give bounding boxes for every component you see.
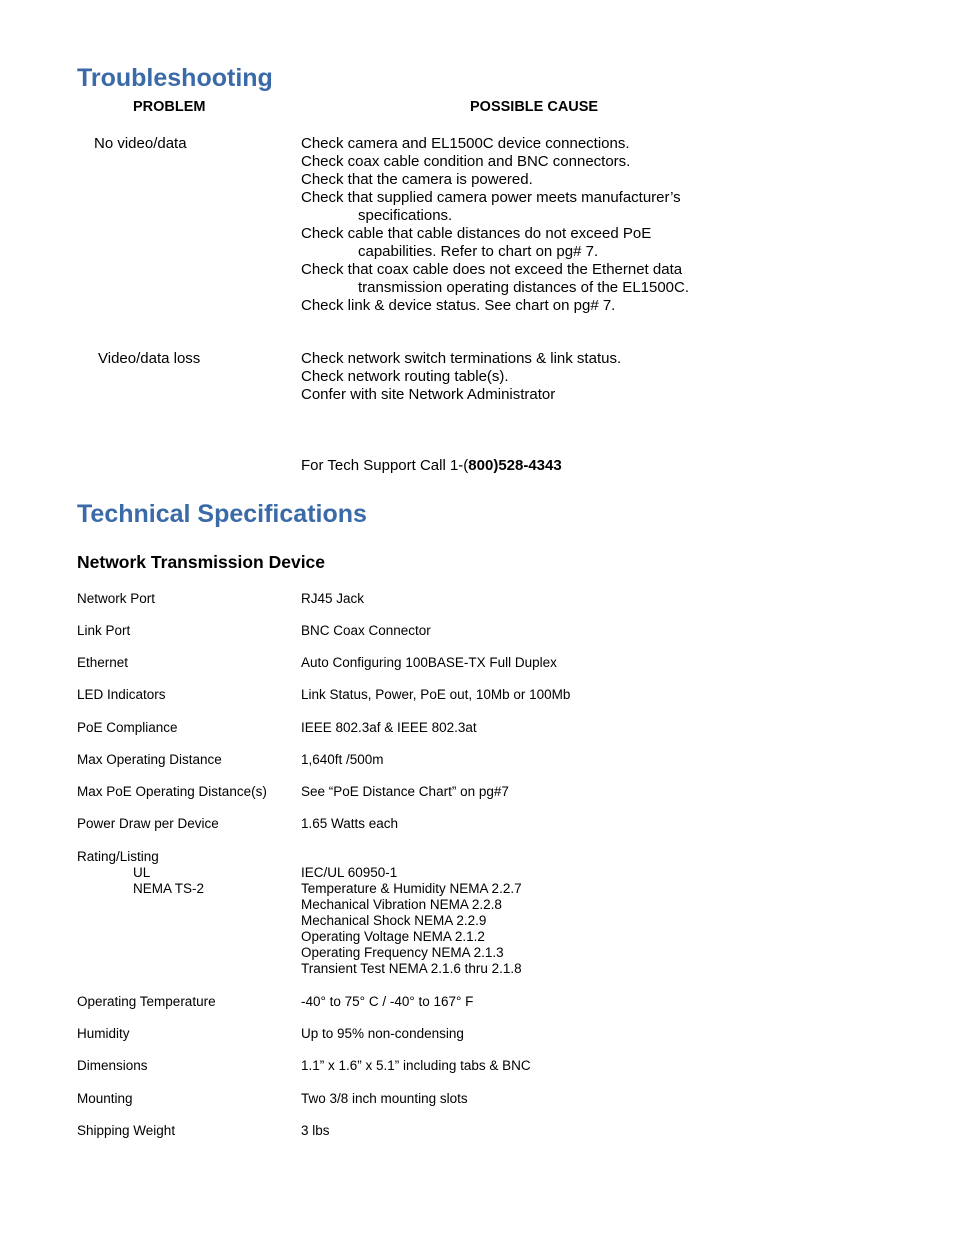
cause-item: Check network switch terminations & link status. (301, 350, 622, 367)
problem-video-loss: Video/data loss (98, 350, 201, 367)
rating-value: Operating Frequency NEMA 2.1.3 (301, 945, 504, 960)
spec-label: Mounting (77, 1091, 133, 1106)
rating-value: Operating Voltage NEMA 2.1.2 (301, 929, 485, 944)
problem-no-video: No video/data (94, 135, 187, 152)
cause-item: Check coax cable condition and BNC connectors. (301, 153, 631, 170)
cause-item: transmission operating distances of the EL1500C. (358, 279, 690, 296)
rating-values (301, 865, 522, 977)
rating-label: Rating/Listing (77, 849, 159, 864)
spec-value: 3 lbs (301, 1123, 330, 1138)
cause-item: Check link & device status. See chart on pg# 7. (301, 297, 616, 314)
tech-support-prefix: For Tech Support Call 1-( (301, 457, 469, 474)
rating-value: IEC/UL 60950-1 (301, 865, 398, 880)
spec-value: IEEE 802.3af & IEEE 802.3at (301, 720, 477, 735)
spec-label: Ethernet (77, 655, 129, 670)
spec-label: Max Operating Distance (77, 752, 222, 767)
spec-value: RJ45 Jack (301, 591, 365, 606)
col-header-cause: POSSIBLE CAUSE (470, 99, 599, 115)
rating-value: Mechanical Shock NEMA 2.2.9 (301, 913, 487, 928)
rating-value: Transient Test NEMA 2.1.6 thru 2.1.8 (301, 961, 522, 976)
spec-value: Link Status, Power, PoE out, 10Mb or 100Mb (301, 687, 571, 702)
troubleshooting-title: Troubleshooting (77, 64, 273, 92)
spec-label: Link Port (77, 623, 131, 638)
rating-value: Temperature & Humidity NEMA 2.2.7 (301, 881, 522, 896)
spec-value: 1.1” x 1.6” x 5.1” including tabs & BNC (301, 1058, 531, 1073)
cause-item: Check that supplied camera power meets manufacturer’s (301, 189, 681, 206)
col-header-problem: PROBLEM (133, 99, 206, 115)
rating-sub-labels (133, 865, 204, 897)
spec-label: Max PoE Operating Distance(s) (77, 784, 267, 799)
spec-value: Two 3/8 inch mounting slots (301, 1091, 468, 1106)
spec-label: Humidity (77, 1026, 130, 1041)
cause-item: Check network routing table(s). (301, 368, 509, 385)
spec-value: BNC Coax Connector (301, 623, 431, 638)
spec-label: Operating Temperature (77, 994, 216, 1009)
cause-item: specifications. (358, 207, 453, 224)
rating-value: Mechanical Vibration NEMA 2.2.8 (301, 897, 502, 912)
cause-list-no-video (301, 135, 689, 315)
spec-label: LED Indicators (77, 687, 166, 702)
cause-item: Confer with site Network Administrator (301, 386, 556, 403)
spec-label: Network Port (77, 591, 156, 606)
cause-item: Check camera and EL1500C device connections. (301, 135, 630, 152)
cause-item: capabilities. Refer to chart on pg# 7. (358, 243, 599, 260)
specs-title: Technical Specifications (77, 500, 367, 528)
rating-sub-label-ul: UL (133, 865, 151, 880)
tech-support-line (301, 457, 562, 475)
spec-label: Dimensions (77, 1058, 148, 1073)
cause-item: Check that coax cable does not exceed the Ethernet data (301, 261, 683, 278)
tech-support-number: 800)528-4343 (468, 457, 562, 474)
spec-value: Up to 95% non-condensing (301, 1026, 464, 1041)
spec-value: Auto Configuring 100BASE-TX Full Duplex (301, 655, 557, 670)
spec-value: 1.65 Watts each (301, 816, 399, 831)
spec-value: -40° to 75° C / -40° to 167° F (301, 994, 474, 1009)
cause-list-video-loss (301, 350, 621, 404)
spec-label: Shipping Weight (77, 1123, 176, 1138)
specs-subtitle: Network Transmission Device (77, 552, 326, 572)
cause-item: Check that the camera is powered. (301, 171, 533, 188)
cause-item: Check cable that cable distances do not exceed PoE (301, 225, 652, 242)
spec-label: PoE Compliance (77, 720, 178, 735)
spec-value: See “PoE Distance Chart” on pg#7 (301, 784, 509, 799)
rating-sub-label-nema: NEMA TS-2 (133, 881, 205, 896)
spec-label: Power Draw per Device (77, 816, 219, 831)
spec-value: 1,640ft /500m (301, 752, 384, 767)
